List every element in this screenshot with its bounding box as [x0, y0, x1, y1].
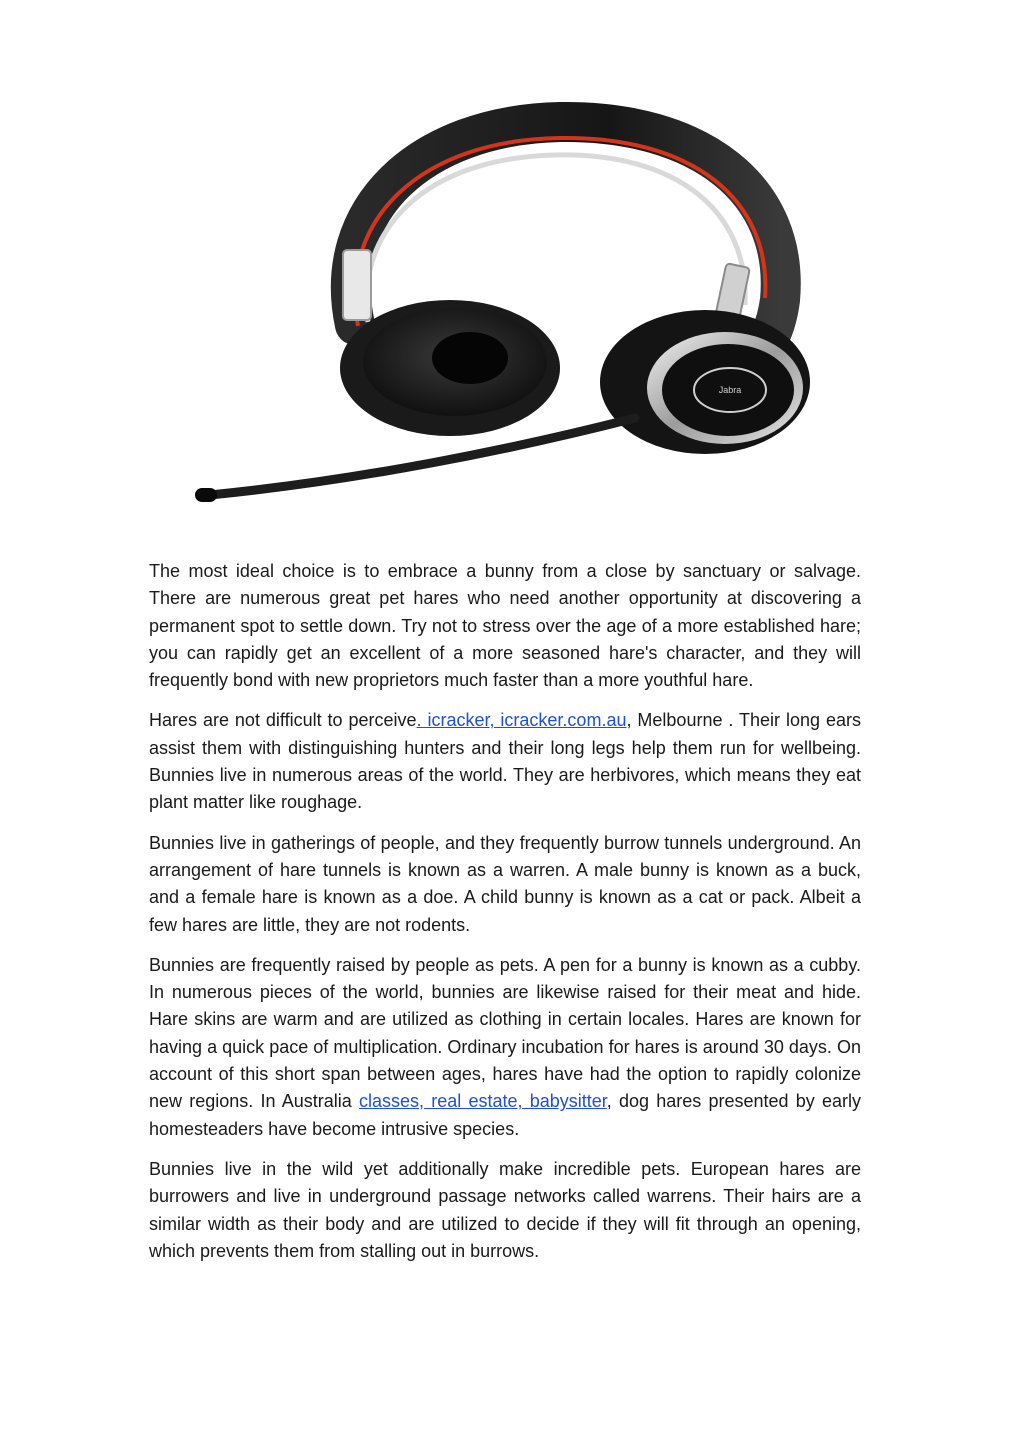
paragraph-text: Bunnies live in gatherings of people, and they frequently burrow tunnels underground. An arrangement of hare tunnels is known as a warren. A male bunny is known as a buck, and a female hare is known as a doe. A child bunny is known as a cat or pack. Albeit a few hares are little, they are not rodents. — [149, 832, 861, 935]
paragraph-text: The most ideal choice is to embrace a bunny from a close by sanctuary or salvage. There are numerous great pet hares who need another opportunity at discovering a permanent spot to settle down. Try not to stress over the age of a more established hare; you can rapidly get an excellent of a more seasoned hare's character, and they will frequently bond with new proprietors much faster than a more youthful hare. — [149, 561, 861, 691]
article-body — [149, 558, 861, 1278]
paragraph-5 — [149, 1156, 861, 1265]
paragraph-text: Hares are not difficult to perceive — [149, 710, 417, 731]
paragraph-text: Bunnies are frequently raised by people as pets. A pen for a bunny is known as a cubby. In numerous pieces of the world, bunnies are likewise raised for their meat and hide. Hare skins are warm and are utilized as clothing in certain locales. Hares are known for having a quick pace of multiplication. Ordinary incubation for hares is around 30 days. On account of this short span between ages, hares have had the option to rapidly colonize new regions. In Australia — [149, 954, 861, 1112]
brand-logo: Jabra — [718, 385, 742, 395]
paragraph-1 — [149, 558, 861, 694]
paragraph-3 — [149, 830, 861, 939]
paragraph-2 — [149, 707, 861, 816]
paragraph-4 — [149, 952, 861, 1143]
inline-link[interactable]: . icracker, icracker.com.au — [416, 710, 627, 731]
headset-icon — [180, 100, 840, 530]
paragraph-text: , dog hares presented by early homesteaders have become intrusive species. — [149, 1091, 861, 1139]
headset-image — [180, 100, 840, 530]
inline-link[interactable]: classes, real estate, babysitter — [358, 1091, 607, 1112]
paragraph-text: , Melbourne . Their long ears assist them with distinguishing hunters and their long legs help them run for wellbeing. Bunnies live in numerous areas of the world. They are herbivores, which means they eat plant matter like roughage. — [149, 710, 861, 813]
paragraph-text: Bunnies live in the wild yet additionally make incredible pets. European hares are burrowers and live in underground passage networks called warrens. Their hairs are a similar width as their body and are utilized to decide if they will fit through an opening, which prevents them from stalling out in burrows. — [149, 1158, 861, 1261]
